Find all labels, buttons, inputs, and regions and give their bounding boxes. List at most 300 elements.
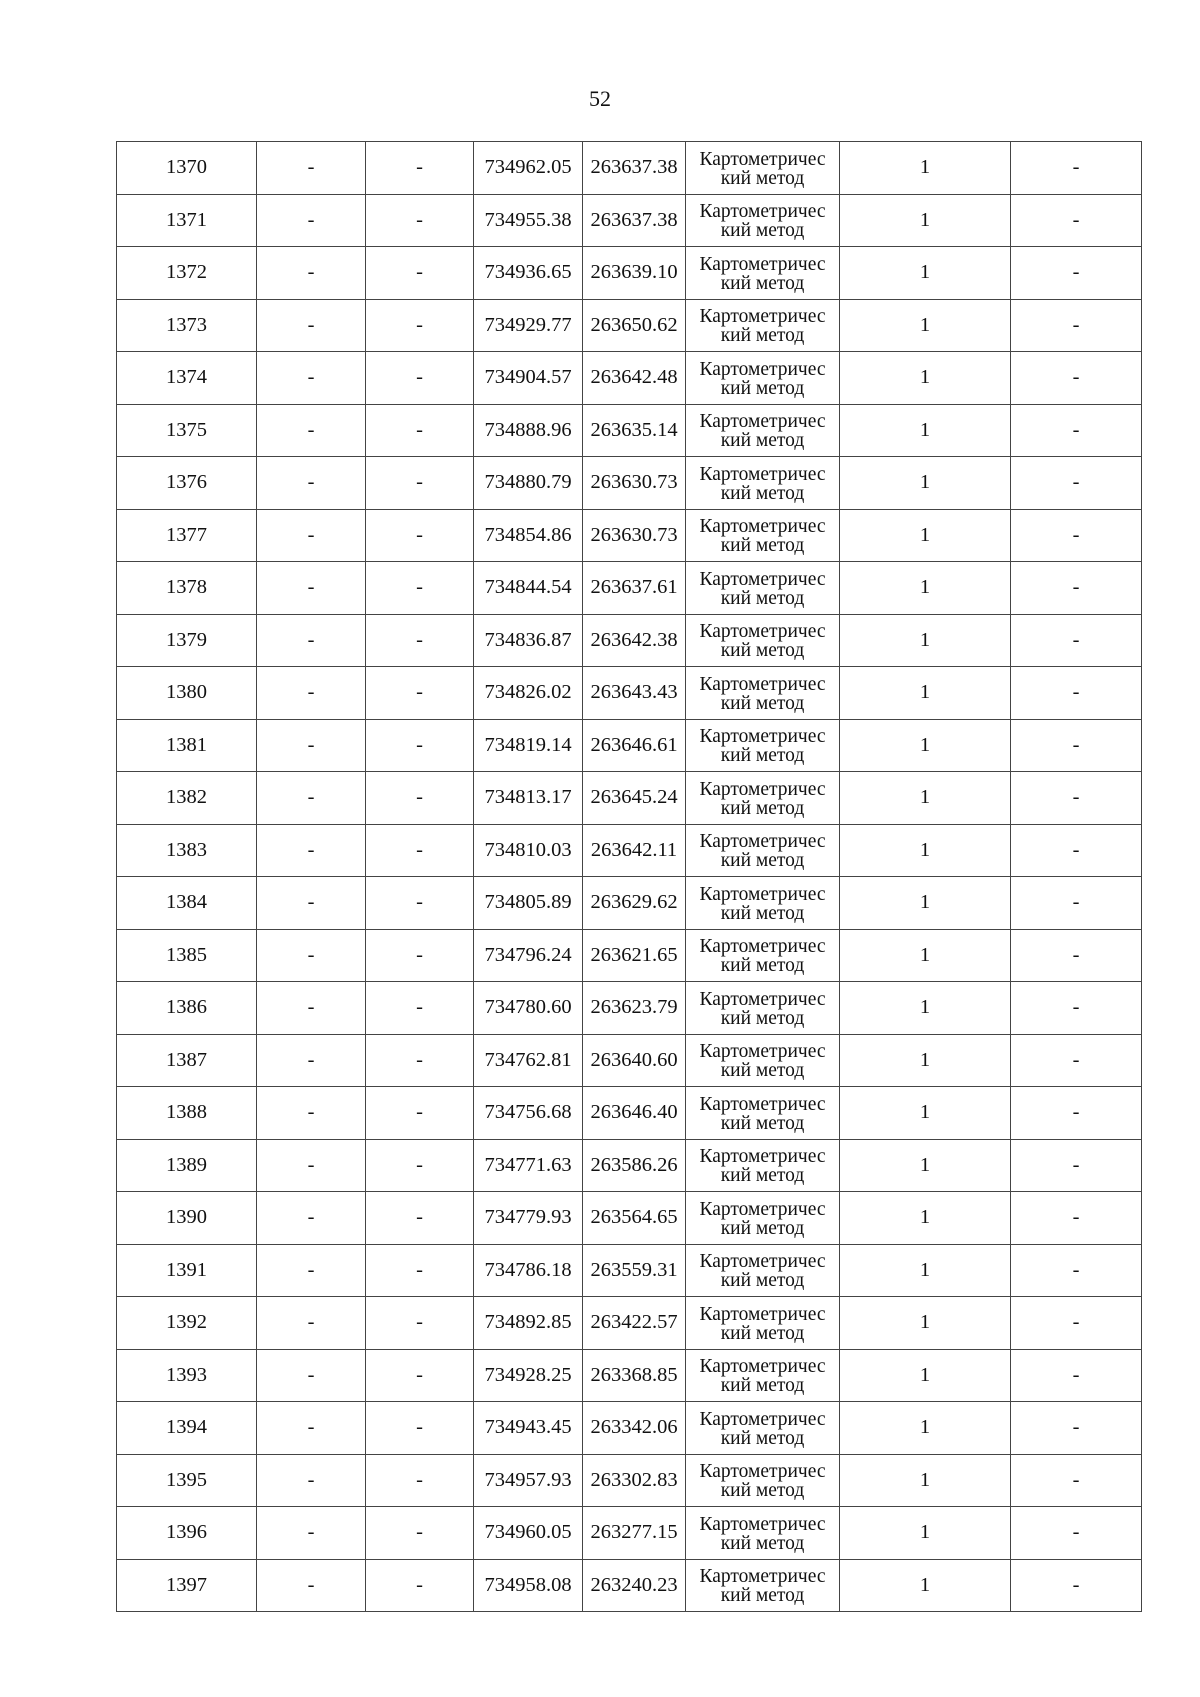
method-line-1: Картометричес (699, 148, 826, 170)
method-line-2: кий метод (720, 325, 805, 347)
table-row (117, 982, 1142, 1035)
method-cell (686, 299, 840, 352)
dash-cell: - (257, 614, 366, 667)
dash-cell: - (1011, 929, 1142, 982)
dash-cell: - (1011, 719, 1142, 772)
dash-cell: - (366, 824, 474, 877)
dash-cell: - (1011, 1349, 1142, 1402)
dash-cell: - (257, 1454, 366, 1507)
dash-cell: - (1011, 1139, 1142, 1192)
y-coordinate-cell: 263302.83 (583, 1454, 686, 1507)
table-row (117, 142, 1142, 195)
method-line-1: Картометричес (699, 411, 826, 433)
y-coordinate-cell: 263637.38 (583, 142, 686, 195)
dash-cell: - (257, 1559, 366, 1612)
dash-cell: - (257, 1034, 366, 1087)
table-body (117, 142, 1142, 1612)
method-cell (686, 1559, 840, 1612)
point-number-cell: 1371 (117, 194, 257, 247)
y-coordinate-cell: 263630.73 (583, 457, 686, 510)
method-cell (686, 247, 840, 300)
accuracy-cell: 1 (840, 877, 1011, 930)
y-coordinate-cell: 263564.65 (583, 1192, 686, 1245)
table-row (117, 404, 1142, 457)
table-row (117, 824, 1142, 877)
x-coordinate-cell: 734786.18 (474, 1244, 583, 1297)
y-coordinate-cell: 263629.62 (583, 877, 686, 930)
dash-cell: - (366, 719, 474, 772)
method-cell (686, 1454, 840, 1507)
dash-cell: - (366, 1087, 474, 1140)
table-row (117, 1559, 1142, 1612)
y-coordinate-cell: 263630.73 (583, 509, 686, 562)
dash-cell: - (257, 1192, 366, 1245)
y-coordinate-cell: 263639.10 (583, 247, 686, 300)
accuracy-cell: 1 (840, 299, 1011, 352)
method-cell (686, 1244, 840, 1297)
accuracy-cell: 1 (840, 929, 1011, 982)
dash-cell: - (1011, 1402, 1142, 1455)
point-number-cell: 1372 (117, 247, 257, 300)
method-line-2: кий метод (720, 1480, 805, 1502)
dash-cell: - (1011, 562, 1142, 615)
x-coordinate-cell: 734762.81 (474, 1034, 583, 1087)
method-line-1: Картометричес (699, 1356, 826, 1378)
method-cell (686, 1192, 840, 1245)
accuracy-cell: 1 (840, 1244, 1011, 1297)
dash-cell: - (1011, 1244, 1142, 1297)
accuracy-cell: 1 (840, 667, 1011, 720)
x-coordinate-cell: 734826.02 (474, 667, 583, 720)
point-number-cell: 1395 (117, 1454, 257, 1507)
dash-cell: - (1011, 457, 1142, 510)
point-number-cell: 1384 (117, 877, 257, 930)
y-coordinate-cell: 263646.61 (583, 719, 686, 772)
method-line-2: кий метод (720, 167, 805, 189)
method-line-2: кий метод (720, 1112, 805, 1134)
dash-cell: - (257, 929, 366, 982)
point-number-cell: 1396 (117, 1507, 257, 1560)
point-number-cell: 1375 (117, 404, 257, 457)
dash-cell: - (257, 509, 366, 562)
method-line-1: Картометричес (699, 306, 826, 328)
method-cell (686, 1349, 840, 1402)
method-line-2: кий метод (720, 482, 805, 504)
point-number-cell: 1385 (117, 929, 257, 982)
dash-cell: - (257, 404, 366, 457)
method-cell (686, 614, 840, 667)
x-coordinate-cell: 734844.54 (474, 562, 583, 615)
dash-cell: - (366, 1139, 474, 1192)
method-line-1: Картометричес (699, 1461, 826, 1483)
dash-cell: - (1011, 509, 1142, 562)
point-number-cell: 1388 (117, 1087, 257, 1140)
y-coordinate-cell: 263643.43 (583, 667, 686, 720)
method-line-2: кий метод (720, 692, 805, 714)
method-line-2: кий метод (720, 220, 805, 242)
method-cell (686, 194, 840, 247)
method-line-1: Картометричес (699, 1513, 826, 1535)
dash-cell: - (366, 194, 474, 247)
table-row (117, 1034, 1142, 1087)
point-number-cell: 1379 (117, 614, 257, 667)
x-coordinate-cell: 734928.25 (474, 1349, 583, 1402)
point-number-cell: 1397 (117, 1559, 257, 1612)
dash-cell: - (257, 667, 366, 720)
dash-cell: - (366, 299, 474, 352)
dash-cell: - (1011, 1087, 1142, 1140)
x-coordinate-cell: 734962.05 (474, 142, 583, 195)
method-line-2: кий метод (720, 587, 805, 609)
dash-cell: - (257, 1297, 366, 1350)
method-cell (686, 982, 840, 1035)
method-line-1: Картометричес (699, 936, 826, 958)
dash-cell: - (366, 1402, 474, 1455)
x-coordinate-cell: 734780.60 (474, 982, 583, 1035)
dash-cell: - (366, 1559, 474, 1612)
dash-cell: - (366, 982, 474, 1035)
method-line-1: Картометричес (699, 201, 826, 223)
dash-cell: - (1011, 1297, 1142, 1350)
method-line-1: Картометричес (699, 883, 826, 905)
x-coordinate-cell: 734955.38 (474, 194, 583, 247)
dash-cell: - (257, 194, 366, 247)
method-cell (686, 824, 840, 877)
point-number-cell: 1393 (117, 1349, 257, 1402)
table-row (117, 1192, 1142, 1245)
y-coordinate-cell: 263559.31 (583, 1244, 686, 1297)
accuracy-cell: 1 (840, 1139, 1011, 1192)
point-number-cell: 1381 (117, 719, 257, 772)
y-coordinate-cell: 263645.24 (583, 772, 686, 825)
dash-cell: - (257, 1349, 366, 1402)
point-number-cell: 1386 (117, 982, 257, 1035)
point-number-cell: 1380 (117, 667, 257, 720)
method-cell (686, 509, 840, 562)
dash-cell: - (366, 772, 474, 825)
dash-cell: - (1011, 404, 1142, 457)
dash-cell: - (366, 404, 474, 457)
accuracy-cell: 1 (840, 982, 1011, 1035)
dash-cell: - (366, 352, 474, 405)
method-line-2: кий метод (720, 1322, 805, 1344)
method-line-1: Картометричес (699, 726, 826, 748)
dash-cell: - (1011, 1454, 1142, 1507)
method-cell (686, 352, 840, 405)
dash-cell: - (366, 1034, 474, 1087)
accuracy-cell: 1 (840, 247, 1011, 300)
method-line-1: Картометричес (699, 621, 826, 643)
dash-cell: - (1011, 352, 1142, 405)
dash-cell: - (257, 457, 366, 510)
method-cell (686, 457, 840, 510)
accuracy-cell: 1 (840, 142, 1011, 195)
y-coordinate-cell: 263650.62 (583, 299, 686, 352)
method-line-2: кий метод (720, 430, 805, 452)
accuracy-cell: 1 (840, 352, 1011, 405)
table-row (117, 194, 1142, 247)
dash-cell: - (257, 877, 366, 930)
method-cell (686, 404, 840, 457)
table-row (117, 772, 1142, 825)
y-coordinate-cell: 263422.57 (583, 1297, 686, 1350)
x-coordinate-cell: 734957.93 (474, 1454, 583, 1507)
y-coordinate-cell: 263586.26 (583, 1139, 686, 1192)
dash-cell: - (257, 247, 366, 300)
accuracy-cell: 1 (840, 509, 1011, 562)
dash-cell: - (1011, 1034, 1142, 1087)
method-line-1: Картометричес (699, 568, 826, 590)
y-coordinate-cell: 263342.06 (583, 1402, 686, 1455)
table-row (117, 1402, 1142, 1455)
x-coordinate-cell: 734771.63 (474, 1139, 583, 1192)
table-row (117, 1244, 1142, 1297)
y-coordinate-cell: 263277.15 (583, 1507, 686, 1560)
method-line-1: Картометричес (699, 778, 826, 800)
method-line-1: Картометричес (699, 1408, 826, 1430)
method-line-1: Картометричес (699, 253, 826, 275)
method-line-1: Картометричес (699, 1251, 826, 1273)
dash-cell: - (257, 299, 366, 352)
dash-cell: - (366, 562, 474, 615)
x-coordinate-cell: 734756.68 (474, 1087, 583, 1140)
accuracy-cell: 1 (840, 1192, 1011, 1245)
dash-cell: - (257, 719, 366, 772)
point-number-cell: 1383 (117, 824, 257, 877)
accuracy-cell: 1 (840, 824, 1011, 877)
method-line-2: кий метод (720, 377, 805, 399)
y-coordinate-cell: 263637.38 (583, 194, 686, 247)
point-number-cell: 1378 (117, 562, 257, 615)
method-line-2: кий метод (720, 1007, 805, 1029)
point-number-cell: 1392 (117, 1297, 257, 1350)
dash-cell: - (1011, 667, 1142, 720)
method-line-2: кий метод (720, 797, 805, 819)
table-row (117, 614, 1142, 667)
dash-cell: - (1011, 1507, 1142, 1560)
method-line-2: кий метод (720, 1585, 805, 1607)
table-row (117, 667, 1142, 720)
table-row (117, 509, 1142, 562)
method-line-1: Картометричес (699, 1566, 826, 1588)
dash-cell: - (257, 142, 366, 195)
dash-cell: - (1011, 299, 1142, 352)
method-line-2: кий метод (720, 955, 805, 977)
accuracy-cell: 1 (840, 562, 1011, 615)
x-coordinate-cell: 734880.79 (474, 457, 583, 510)
point-number-cell: 1370 (117, 142, 257, 195)
table-row (117, 1454, 1142, 1507)
table-row (117, 1297, 1142, 1350)
y-coordinate-cell: 263642.48 (583, 352, 686, 405)
accuracy-cell: 1 (840, 614, 1011, 667)
dash-cell: - (366, 1192, 474, 1245)
accuracy-cell: 1 (840, 457, 1011, 510)
method-line-1: Картометричес (699, 673, 826, 695)
dash-cell: - (1011, 614, 1142, 667)
y-coordinate-cell: 263646.40 (583, 1087, 686, 1140)
dash-cell: - (1011, 1559, 1142, 1612)
x-coordinate-cell: 734836.87 (474, 614, 583, 667)
method-cell (686, 1139, 840, 1192)
dash-cell: - (1011, 1192, 1142, 1245)
point-number-cell: 1377 (117, 509, 257, 562)
dash-cell: - (257, 1244, 366, 1297)
table-row (117, 562, 1142, 615)
dash-cell: - (366, 509, 474, 562)
x-coordinate-cell: 734888.96 (474, 404, 583, 457)
table-row (117, 352, 1142, 405)
method-line-1: Картометричес (699, 988, 826, 1010)
x-coordinate-cell: 734958.08 (474, 1559, 583, 1612)
method-cell (686, 1034, 840, 1087)
method-cell (686, 1087, 840, 1140)
dash-cell: - (257, 562, 366, 615)
method-line-1: Картометричес (699, 516, 826, 538)
method-line-2: кий метод (720, 1532, 805, 1554)
x-coordinate-cell: 734819.14 (474, 719, 583, 772)
table-row (117, 1139, 1142, 1192)
x-coordinate-cell: 734854.86 (474, 509, 583, 562)
point-number-cell: 1390 (117, 1192, 257, 1245)
accuracy-cell: 1 (840, 1559, 1011, 1612)
x-coordinate-cell: 734929.77 (474, 299, 583, 352)
method-cell (686, 142, 840, 195)
table-row (117, 929, 1142, 982)
dash-cell: - (1011, 877, 1142, 930)
method-line-1: Картометричес (699, 463, 826, 485)
table-row (117, 1087, 1142, 1140)
method-cell (686, 1402, 840, 1455)
page-number: 52 (589, 86, 611, 111)
table-row (117, 299, 1142, 352)
table-row (117, 247, 1142, 300)
x-coordinate-cell: 734813.17 (474, 772, 583, 825)
method-line-2: кий метод (720, 1217, 805, 1239)
dash-cell: - (257, 982, 366, 1035)
method-cell (686, 1297, 840, 1350)
x-coordinate-cell: 734796.24 (474, 929, 583, 982)
method-line-2: кий метод (720, 1270, 805, 1292)
method-line-2: кий метод (720, 535, 805, 557)
accuracy-cell: 1 (840, 1034, 1011, 1087)
point-number-cell: 1374 (117, 352, 257, 405)
dash-cell: - (257, 1087, 366, 1140)
method-line-2: кий метод (720, 1165, 805, 1187)
table-row (117, 719, 1142, 772)
method-cell (686, 719, 840, 772)
method-line-1: Картометричес (699, 358, 826, 380)
y-coordinate-cell: 263240.23 (583, 1559, 686, 1612)
coordinates-table (116, 141, 1142, 1612)
method-line-2: кий метод (720, 850, 805, 872)
accuracy-cell: 1 (840, 1454, 1011, 1507)
point-number-cell: 1391 (117, 1244, 257, 1297)
method-line-2: кий метод (720, 1060, 805, 1082)
method-line-2: кий метод (720, 1375, 805, 1397)
method-line-1: Картометричес (699, 831, 826, 853)
dash-cell: - (366, 614, 474, 667)
table-row (117, 457, 1142, 510)
dash-cell: - (366, 877, 474, 930)
dash-cell: - (366, 929, 474, 982)
point-number-cell: 1387 (117, 1034, 257, 1087)
method-line-2: кий метод (720, 640, 805, 662)
method-line-1: Картометричес (699, 1093, 826, 1115)
dash-cell: - (366, 667, 474, 720)
dash-cell: - (1011, 824, 1142, 877)
dash-cell: - (366, 1349, 474, 1402)
method-line-2: кий метод (720, 902, 805, 924)
table-row (117, 1507, 1142, 1560)
method-cell (686, 667, 840, 720)
x-coordinate-cell: 734805.89 (474, 877, 583, 930)
accuracy-cell: 1 (840, 194, 1011, 247)
method-line-2: кий метод (720, 272, 805, 294)
point-number-cell: 1382 (117, 772, 257, 825)
dash-cell: - (257, 772, 366, 825)
method-line-1: Картометричес (699, 1041, 826, 1063)
y-coordinate-cell: 263642.38 (583, 614, 686, 667)
y-coordinate-cell: 263621.65 (583, 929, 686, 982)
dash-cell: - (257, 1402, 366, 1455)
dash-cell: - (1011, 142, 1142, 195)
accuracy-cell: 1 (840, 404, 1011, 457)
y-coordinate-cell: 263368.85 (583, 1349, 686, 1402)
method-cell (686, 929, 840, 982)
y-coordinate-cell: 263642.11 (583, 824, 686, 877)
x-coordinate-cell: 734892.85 (474, 1297, 583, 1350)
dash-cell: - (257, 1139, 366, 1192)
dash-cell: - (366, 1244, 474, 1297)
y-coordinate-cell: 263623.79 (583, 982, 686, 1035)
dash-cell: - (366, 1454, 474, 1507)
accuracy-cell: 1 (840, 1402, 1011, 1455)
point-number-cell: 1376 (117, 457, 257, 510)
dash-cell: - (1011, 982, 1142, 1035)
method-cell (686, 772, 840, 825)
y-coordinate-cell: 263640.60 (583, 1034, 686, 1087)
method-cell (686, 562, 840, 615)
accuracy-cell: 1 (840, 772, 1011, 825)
table-row (117, 1349, 1142, 1402)
accuracy-cell: 1 (840, 1297, 1011, 1350)
x-coordinate-cell: 734810.03 (474, 824, 583, 877)
dash-cell: - (1011, 772, 1142, 825)
y-coordinate-cell: 263637.61 (583, 562, 686, 615)
dash-cell: - (257, 824, 366, 877)
point-number-cell: 1389 (117, 1139, 257, 1192)
accuracy-cell: 1 (840, 1507, 1011, 1560)
dash-cell: - (1011, 247, 1142, 300)
dash-cell: - (1011, 194, 1142, 247)
point-number-cell: 1373 (117, 299, 257, 352)
dash-cell: - (257, 352, 366, 405)
dash-cell: - (366, 1297, 474, 1350)
dash-cell: - (366, 247, 474, 300)
method-cell (686, 877, 840, 930)
x-coordinate-cell: 734943.45 (474, 1402, 583, 1455)
method-line-1: Картометричес (699, 1303, 826, 1325)
method-line-1: Картометричес (699, 1198, 826, 1220)
dash-cell: - (366, 142, 474, 195)
accuracy-cell: 1 (840, 1349, 1011, 1402)
accuracy-cell: 1 (840, 1087, 1011, 1140)
method-line-1: Картометричес (699, 1146, 826, 1168)
y-coordinate-cell: 263635.14 (583, 404, 686, 457)
x-coordinate-cell: 734936.65 (474, 247, 583, 300)
method-line-2: кий метод (720, 1427, 805, 1449)
